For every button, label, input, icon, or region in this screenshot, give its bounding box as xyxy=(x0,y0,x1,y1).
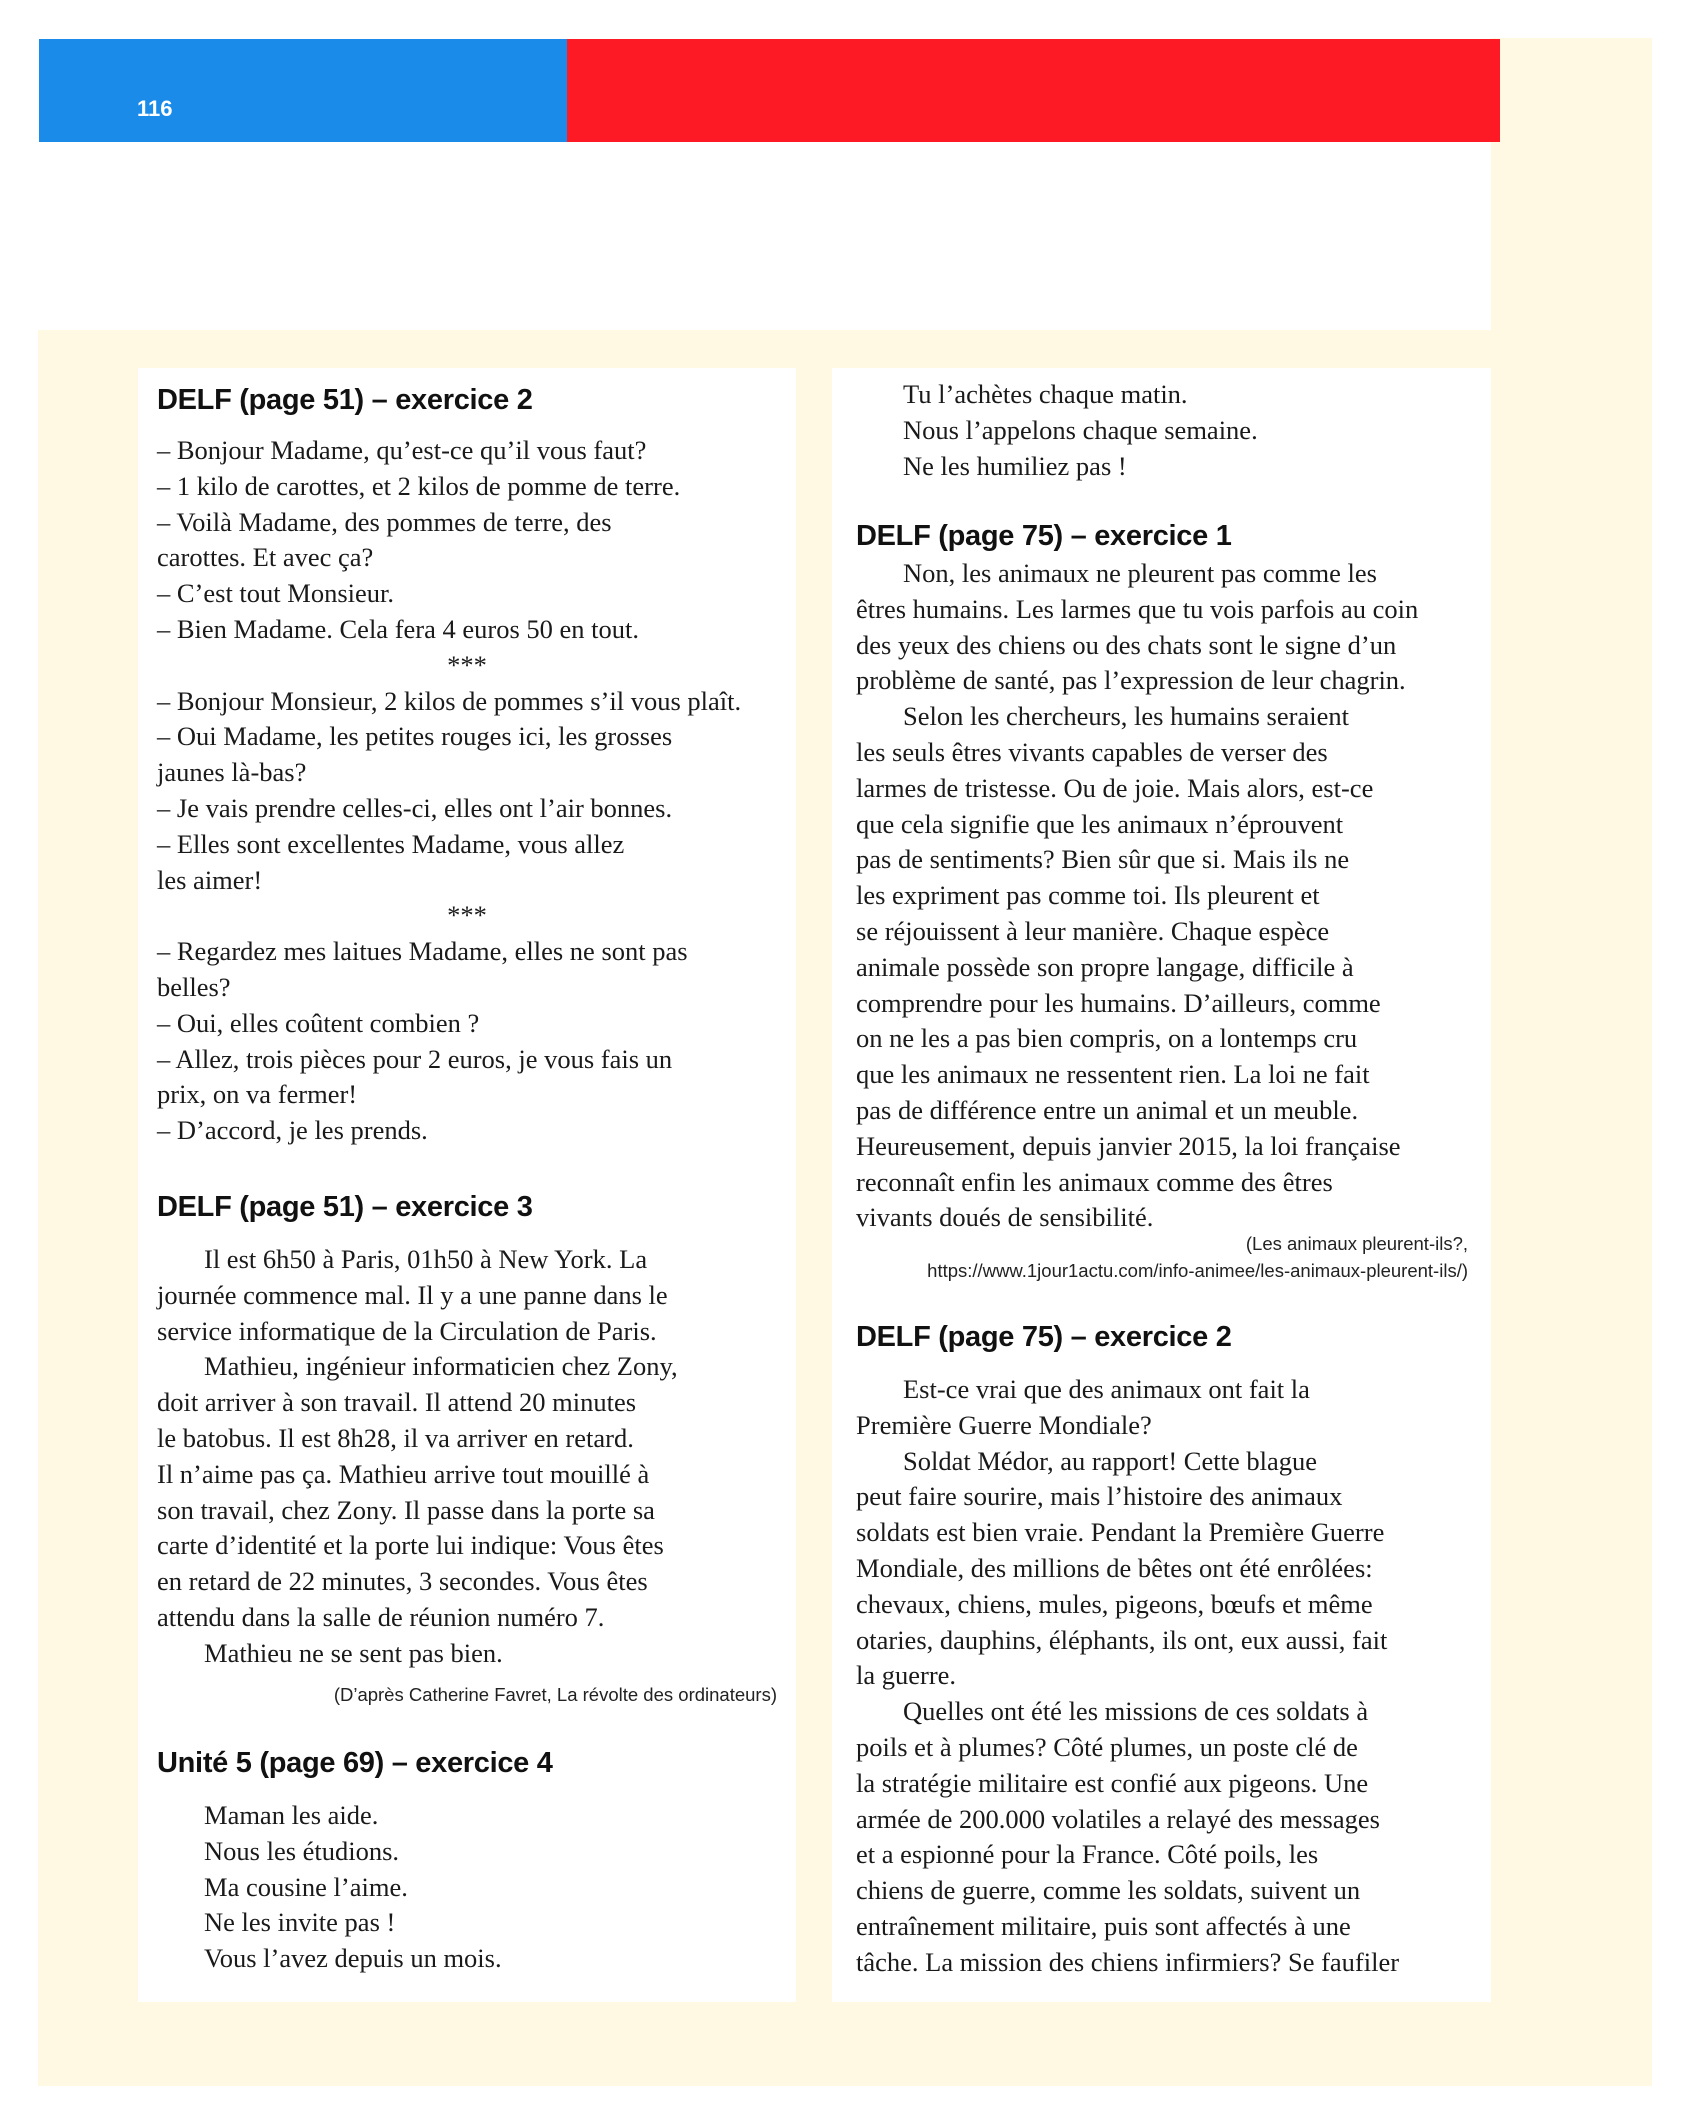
text-line: les aimer! xyxy=(157,864,263,895)
source-citation: (Les animaux pleurent-ils?, xyxy=(1245,1233,1468,1254)
text-line: attendu dans la salle de réunion numéro 7. xyxy=(157,1602,605,1632)
text-line: Ne les humiliez pas ! xyxy=(903,450,1127,481)
text-line: poils et à plumes? Côté plumes, un poste clé de xyxy=(856,1732,1358,1762)
source-citation: (D’après Catherine Favret, La révolte des ordinateurs) xyxy=(333,1684,777,1705)
section-heading: DELF (page 51) – exercice 2 xyxy=(157,384,533,416)
text-line: – D’accord, je les prends. xyxy=(157,1115,428,1146)
text-line: la stratégie militaire est confié aux pigeons. Une xyxy=(856,1767,1369,1798)
text-line: pas de sentiments? Bien sûr que si. Mais ils ne xyxy=(856,844,1350,875)
page-number: 116 xyxy=(137,96,173,121)
text-line: journée commence mal. Il y a une panne dans le xyxy=(157,1279,668,1310)
text-line: et a espionné pour la France. Côté poils, les xyxy=(856,1839,1319,1870)
section-heading: DELF (page 75) – exercice 2 xyxy=(856,1321,1232,1353)
text-line: Soldat Médor, au rapport! Cette blague xyxy=(903,1445,1317,1476)
header-red-band xyxy=(567,39,1500,142)
text-line: belles? xyxy=(157,972,231,1002)
text-line: – Bonjour Madame, qu’est-ce qu’il vous faut? xyxy=(157,435,647,465)
text-line: Mondiale, des millions de bêtes ont été enrôlées: xyxy=(856,1553,1373,1583)
text-line: se réjouissent à leur manière. Chaque espèce xyxy=(856,916,1330,946)
text-line: Il est 6h50 à Paris, 01h50 à New York. La xyxy=(204,1244,648,1274)
text-line: Nous les étudions. xyxy=(204,1835,400,1866)
text-line: prix, on va fermer! xyxy=(157,1079,358,1110)
text-line: Heureusement, depuis janvier 2015, la loi française xyxy=(856,1130,1401,1161)
text-line: pas de différence entre un animal et un meuble. xyxy=(856,1095,1359,1125)
text-line: soldats est bien vraie. Pendant la Première Guerre xyxy=(856,1517,1385,1548)
text-line: tâche. La mission des chiens infirmiers? Se faufiler xyxy=(856,1946,1400,1977)
text-line: larmes de tristesse. Ou de joie. Mais alors, est-ce xyxy=(856,772,1374,803)
text-line: otaries, dauphins, éléphants, ils ont, eux aussi, fait xyxy=(856,1624,1388,1655)
text-line: Ne les invite pas ! xyxy=(204,1907,396,1938)
text-line: peut faire sourire, mais l’histoire des animaux xyxy=(856,1481,1343,1512)
text-line: les expriment pas comme toi. Ils pleurent et xyxy=(856,880,1320,911)
text-line: – Je vais prendre celles-ci, elles ont l’air bonnes. xyxy=(157,793,673,823)
text-line: que cela signifie que les animaux n’éprouvent xyxy=(856,808,1344,839)
text-line: carottes. Et avec ça? xyxy=(157,542,374,573)
text-line: en retard de 22 minutes, 3 secondes. Vous êtes xyxy=(157,1566,648,1597)
text-line: son travail, chez Zony. Il passe dans la porte sa xyxy=(157,1494,655,1525)
text-line: des yeux des chiens ou des chats sont le signe d’un xyxy=(856,629,1397,660)
text-line: doit arriver à son travail. Il attend 20 minutes xyxy=(157,1387,637,1418)
text-line: on ne les a pas bien compris, on a lontemps cru xyxy=(856,1023,1358,1054)
text-line: – Oui, elles coûtent combien ? xyxy=(157,1007,480,1038)
text-line: service informatique de la Circulation de Paris. xyxy=(157,1315,657,1346)
text-line: – Elles sont excellentes Madame, vous allez xyxy=(157,828,625,859)
text-line: Maman les aide. xyxy=(204,1800,379,1830)
text-line: chevaux, chiens, mules, pigeons, bœufs et même xyxy=(856,1588,1373,1619)
text-line: animale possède son propre langage, difficile à xyxy=(856,951,1354,982)
section-heading: Unité 5 (page 69) – exercice 4 xyxy=(157,1747,553,1779)
text-line: les seuls êtres vivants capables de verser des xyxy=(856,737,1328,767)
text-line: Mathieu, ingénieur informaticien chez Zony, xyxy=(204,1351,678,1382)
text-line: – Allez, trois pièces pour 2 euros, je vous fais un xyxy=(157,1043,673,1074)
text-line: – Oui Madame, les petites rouges ici, les grosses xyxy=(157,721,673,752)
text-line: reconnaît enfin les animaux comme des êtres xyxy=(856,1166,1333,1197)
text-line: carte d’identité et la porte lui indique: Vous êtes xyxy=(157,1530,664,1561)
text-line: Première Guerre Mondiale? xyxy=(856,1409,1152,1440)
text-line: Nous l’appelons chaque semaine. xyxy=(903,414,1258,445)
text-line: le batobus. Il est 8h28, il va arriver en retard. xyxy=(157,1423,634,1453)
source-citation: https://www.1jour1actu.com/info-animee/les-animaux-pleurent-ils/) xyxy=(927,1260,1468,1281)
text-line: Selon les chercheurs, les humains seraient xyxy=(903,701,1349,732)
text-line: *** xyxy=(447,900,487,931)
text-line: Est-ce vrai que des animaux ont fait la xyxy=(903,1374,1310,1404)
text-line: Tu l’achètes chaque matin. xyxy=(903,379,1188,409)
text-line: entraînement militaire, puis sont affectés à une xyxy=(856,1911,1351,1941)
text-line: armée de 200.000 volatiles a relayé des messages xyxy=(856,1803,1380,1834)
text-line: que les animaux ne ressentent rien. La loi ne fait xyxy=(856,1059,1370,1090)
text-line: – 1 kilo de carottes, et 2 kilos de pomme de terre. xyxy=(157,470,681,501)
text-line: – Bien Madame. Cela fera 4 euros 50 en tout. xyxy=(157,614,640,644)
text-line: comprendre pour les humains. D’ailleurs, comme xyxy=(856,987,1381,1018)
text-line: Ma cousine l’aime. xyxy=(204,1871,408,1902)
text-line: chiens de guerre, comme les soldats, suivent un xyxy=(856,1875,1361,1906)
text-line: – Regardez mes laitues Madame, elles ne sont pas xyxy=(157,936,688,967)
header-blue-band xyxy=(39,39,567,142)
text-line: la guerre. xyxy=(856,1660,957,1691)
text-line: Il n’aime pas ça. Mathieu arrive tout mouillé à xyxy=(157,1458,650,1489)
text-line: – Bonjour Monsieur, 2 kilos de pommes s’il vous plaît. xyxy=(157,685,742,716)
text-line: êtres humains. Les larmes que tu vois parfois au coin xyxy=(856,593,1419,624)
section-heading: DELF (page 51) – exercice 3 xyxy=(157,1191,533,1223)
text-line: Vous l’avez depuis un mois. xyxy=(204,1943,502,1974)
section-heading: DELF (page 75) – exercice 1 xyxy=(856,520,1232,552)
text-line: Quelles ont été les missions de ces soldats à xyxy=(903,1696,1369,1727)
text-line: – C’est tout Monsieur. xyxy=(157,578,395,609)
text-line: Mathieu ne se sent pas bien. xyxy=(204,1637,503,1668)
text-line: Non, les animaux ne pleurent pas comme les xyxy=(903,558,1377,588)
text-line: problème de santé, pas l’expression de leur chagrin. xyxy=(856,665,1406,696)
text-line: – Voilà Madame, des pommes de terre, des xyxy=(157,506,612,537)
text-line: vivants doués de sensibilité. xyxy=(856,1202,1154,1233)
text-line: *** xyxy=(447,649,487,680)
text-line: jaunes là-bas? xyxy=(157,757,307,788)
